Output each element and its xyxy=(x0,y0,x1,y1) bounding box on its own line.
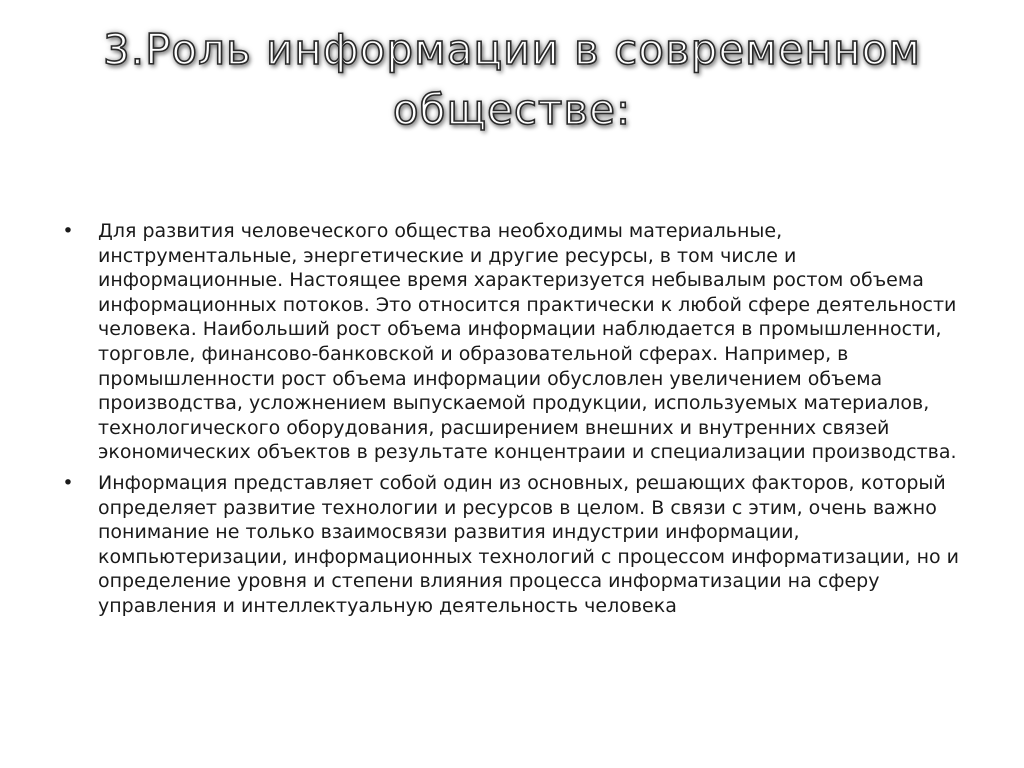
slide-title: 3.Роль информации в современном обществе: xyxy=(103,25,921,134)
bullet-list xyxy=(58,219,968,625)
bullet-text: Информация представляет собой один из основных, решающих факторов, который определяет развитие технологии и ресурсов в целом. В связи с этим, очень важно понимание не только взаимосвязи развития индустрии информации, компьютеризации, информационных технологий с процессом информатизации, но и определение уровня и степени влияния процесса информатизации на сферу управления и интеллектуальную деятельность человека xyxy=(98,471,960,617)
bullet-icon: • xyxy=(62,471,74,494)
bullet-item xyxy=(58,219,968,465)
bullet-text: Для развития человеческого общества необходимы материальные, инструментальные, энергетические и другие ресурсы, в том числе и информационные. Настоящее время характеризуется небывалым ростом объема информационных потоков. Это относится практически к любой сфере деятельности человека. Наибольший рост объема информации наблюдается в промышленности, торговле, финансово-банковской и образовательной сферах. Например, в промышленности рост объема информации обусловлен увеличением объема производства, усложнением выпускаемой продукции, используемых материалов, технологического оборудования, расширением внешних и внутренних связей экономических объектов в результате концентраии и специализации производства. xyxy=(98,220,957,464)
bullet-item xyxy=(58,471,968,619)
bullet-icon: • xyxy=(62,220,74,242)
